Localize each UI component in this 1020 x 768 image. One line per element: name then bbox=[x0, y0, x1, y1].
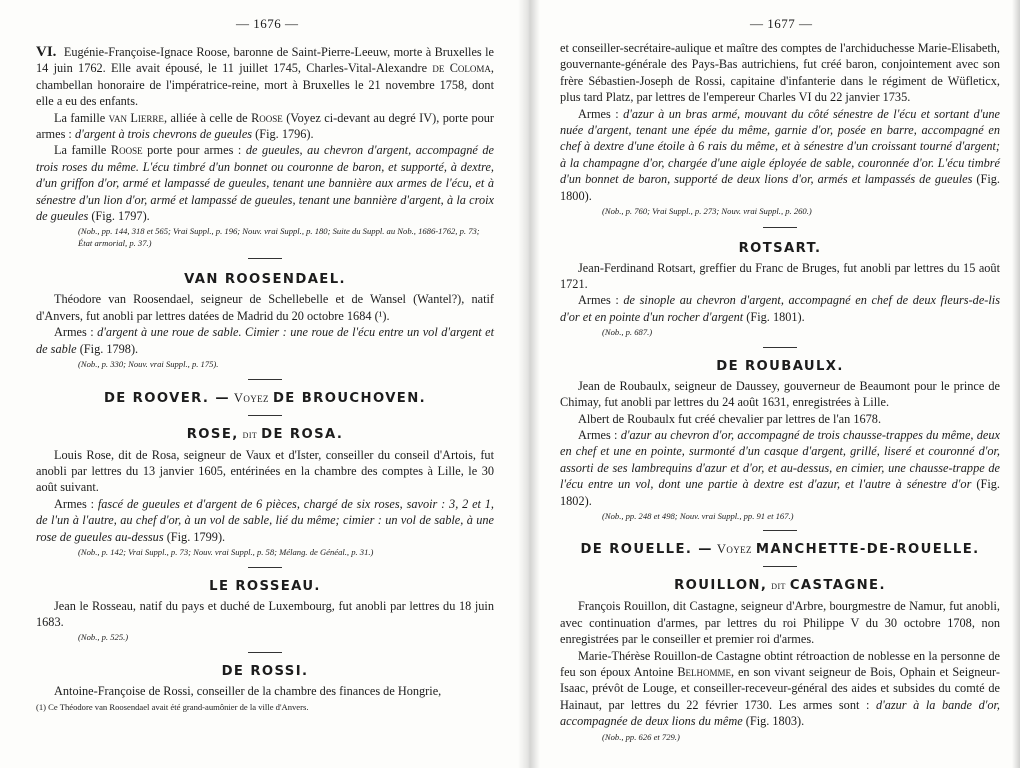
left-page-content bbox=[36, 44, 494, 714]
entry-heading: VAN ROOSENDAEL. bbox=[184, 272, 346, 288]
source-note: (Nob., pp. 144, 318 et 565; Vrai Suppl., p. 196; Nouv. vrai Suppl., p. 180; Suite du Suppl. au Nob., 1686-1762, p. 73; État armorial, p. 37.) bbox=[78, 226, 480, 248]
arms-paragraph: Armes : de sinople au chevron d'argent, accompagné en chef de deux fleurs-de-lis d'or et en pointe d'un rocher d'argent (Fig. 1801). bbox=[560, 293, 1000, 324]
section-divider bbox=[763, 566, 797, 567]
section-divider bbox=[248, 652, 282, 653]
section-divider bbox=[248, 379, 282, 380]
entry-heading: ROSE, dit DE ROSA. bbox=[186, 426, 344, 442]
entry-paragraph: et conseiller-secrétaire-aulique et maître des comptes de l'archiduchesse Marie-Elisabeth, gouvernante-générale des Pays-Bas autrichiens, fut créé baron, conjointement avec son frère Sébastien-Joseph de Rossi, capitaine d'infanterie dans le régiment de Wüfleticx, plus tard Platz, par lettres de l'empereur Charles VI du 22 janvier 1735. bbox=[560, 41, 1000, 105]
entry-paragraph: Jean le Rosseau, natif du pays et duché de Luxembourg, fut anobli par lettres du 18 juin 1683. bbox=[36, 598, 494, 629]
source-note: (Nob., pp. 626 et 729.) bbox=[602, 731, 680, 742]
cross-reference-heading: DE ROOVER. — Voyez DE BROUCHOVEN. bbox=[103, 390, 427, 406]
arms-paragraph: Armes : d'azur au chevron d'or, accompagné de trois chausse-trappes du même, deux en chef et une en pointe, surmonté d'un casque d'argent, grillé, liseré et couronné d'or, assorti de ses lambrequins d'azur et d'or, et au-dessus, en cimier, une chausse-trappe de l'écu entre un vol, dont une partie à dextre est d'azur, et l'autre à sénestre d'or (Fig. 1802). bbox=[560, 427, 1000, 508]
page-edge-shadow bbox=[1012, 0, 1020, 768]
section-divider bbox=[763, 530, 797, 531]
entry-paragraph: Théodore van Roosendael, seigneur de Schellebelle et de Wansel (Wantel?), natif d'Anvers, fut anobli par lettres datées de Madrid du 20 octobre 1684 (¹). bbox=[36, 292, 494, 323]
left-page bbox=[36, 0, 494, 768]
entry-heading: DE ROSSI. bbox=[221, 663, 309, 679]
entry-heading: LE ROSSEAU. bbox=[209, 578, 321, 594]
entry-paragraph: François Rouillon, dit Castagne, seigneur d'Arbre, bourgmestre de Namur, fut anobli, avec continuation d'armes, par lettres du roi Philippe V du 30 octobre 1708, non enregistrées par le conseiller et premier roi d'armes. bbox=[560, 599, 1000, 647]
entry-heading: ROUILLON, dit CASTAGNE. bbox=[674, 578, 886, 594]
entry-paragraph: Albert de Roubaulx fut créé chevalier par lettres de l'an 1678. bbox=[578, 411, 882, 426]
source-note: (Nob., p. 525.) bbox=[78, 632, 129, 643]
arms-paragraph: Armes : d'argent à une roue de sable. Cimier : une roue de l'écu entre un vol d'argent et de sable (Fig. 1798). bbox=[36, 325, 494, 356]
source-note: (Nob., p. 142; Vrai Suppl., p. 73; Nouv. vrai Suppl., p. 58; Mélang. de Généal., p. 31.) bbox=[78, 547, 374, 558]
entry-paragraph: Jean de Roubaulx, seigneur de Daussey, gouverneur de Beaumont pour le prince de Chimay, fut anobli par lettres du 24 août 1631, enregistrées à Lille. bbox=[560, 378, 1000, 410]
roose-arms-paragraph: La famille Roose porte pour armes : de gueules, au chevron d'argent, accompagné de trois roses du même. L'écu timbré d'un bonnet ou couronne de baron, et supporté, à dextre, d'un griffon d'or, armé et lampassé de gueules, tenant une bannière aux armes de l'écu, et à sénestre d'un lion d'or, armé et lampassé de gueules, tenant une bannière d'argent, à la croix de gueules (Fig. 1797). bbox=[36, 143, 495, 224]
right-page-content bbox=[560, 40, 1000, 745]
arms-paragraph: Armes : d'azur à un bras armé, mouvant du côté sénestre de l'écu et sortant d'une nuée d'argent, tenant une épée du même, garnie d'or, posée en barre, accompagné en chef à dextre d'une étoile à 6 rais du même, et à sénestre d'un croissant tourné d'argent; à la champagne d'or, chargée d'une aigle éployée de sable, couronnée d'or. L'écu timbré d'un bonnet de baron, supporté de deux lions d'or, armés et lampassés de gueules (Fig. 1800). bbox=[560, 106, 1000, 203]
cross-reference-heading: DE ROUELLE. — Voyez MANCHETTE-DE-ROUELLE. bbox=[580, 542, 980, 558]
page-number: — 1676 — bbox=[236, 16, 299, 31]
degree-number: VI. bbox=[36, 44, 57, 60]
arms-paragraph: Armes : fascé de gueules et d'argent de 6 pièces, chargé de six roses, savoir : 3, 2 et 1, de l'un à l'autre, au chef d'or, à un vol de sable, lié du même; cimier : un vol de sable, à une rose de gueules au-dessus (Fig. 1799). bbox=[36, 496, 494, 544]
right-page bbox=[560, 0, 1000, 768]
source-note: (Nob., p. 330; Nouv. vrai Suppl., p. 175). bbox=[78, 359, 219, 370]
section-divider bbox=[763, 347, 797, 348]
entry-paragraph: Antoine-Françoise de Rossi, conseiller de la chambre des finances de Hongrie, bbox=[54, 683, 442, 698]
book-gutter bbox=[518, 0, 540, 768]
source-note: (Nob., p. 687.) bbox=[602, 327, 653, 338]
footnote: (1) Ce Théodore van Roosendael avait été grand-aumônier de la ville d'Anvers. bbox=[36, 702, 309, 713]
entry-paragraph: Jean-Ferdinand Rotsart, greffier du Franc de Bruges, fut anobli par lettres du 15 août 1721. bbox=[560, 260, 1000, 291]
van-lierre-arms-paragraph: La famille van Lierre, alliée à celle de Roose (Voyez ci-devant au degré IV), porte pour armes : d'argent à trois chevrons de gueules (Fig. 1796). bbox=[36, 110, 494, 142]
section-divider bbox=[248, 415, 282, 416]
entry-paragraph: Marie-Thérèse Rouillon-de Castagne obtint rétroaction de noblesse en la personne de feu son époux Antoine Belhomme, en son vivant seigneur de Bois, Ophain et Seigneur-Isaac, prévôt de Louge, et conseiller-receveur-général des aides et subsides du comté de Hainaut, par lettres du 22 février 1730. Les armes sont : d'azur à la bande d'or, accompagnée de deux lions du même (Fig. 1803). bbox=[560, 648, 1000, 729]
page-number: — 1677 — bbox=[750, 16, 813, 31]
section-divider bbox=[248, 258, 282, 259]
source-note: (Nob., p. 760; Vrai Suppl., p. 273; Nouv. vrai Suppl., p. 260.) bbox=[602, 206, 812, 217]
entry-heading: ROTSART. bbox=[738, 240, 822, 256]
entry-vi-paragraph: VI. Eugénie-Françoise-Ignace Roose, baronne de Saint-Pierre-Leeuw, morte à Bruxelles le 14 juin 1762. Elle avait épousé, le 11 juillet 1745, Charles-Vital-Alexandre de Coloma, chambellan honoraire de l'impératrice-reine, mort à Bruxelles le 21 novembre 1758, dont elle a eu des enfants. bbox=[36, 44, 494, 109]
entry-heading: DE ROUBAULX. bbox=[716, 358, 844, 374]
source-note: (Nob., pp. 248 et 498; Nouv. vrai Suppl., pp. 91 et 167.) bbox=[602, 510, 794, 521]
entry-paragraph: Louis Rose, dit de Rosa, seigneur de Vaux et d'Ister, conseiller du conseil d'Artois, fut anobli par lettres du 13 janvier 1605, entérinées en la chambre des comptes à Lille, le 30 août suivant. bbox=[36, 447, 494, 495]
section-divider bbox=[763, 227, 797, 228]
section-divider bbox=[248, 567, 282, 568]
